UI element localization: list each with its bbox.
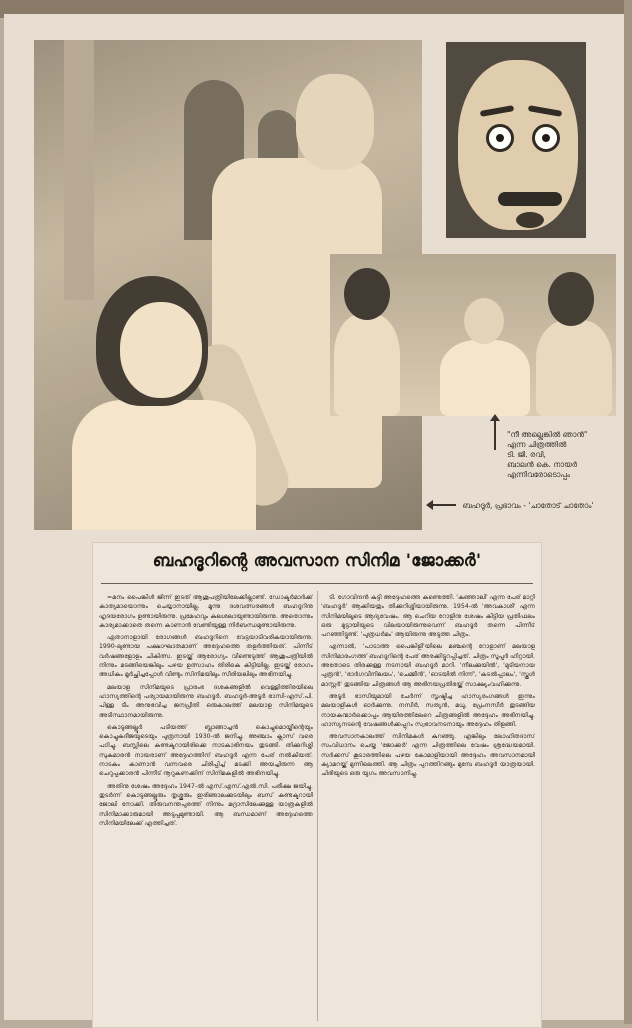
photo-person-2 <box>440 340 530 416</box>
photo-mouth <box>516 212 544 228</box>
article-paragraph: മലയാള സിനിമയുടെ പ്രാരംഭ ദശകങ്ങളിൽ വെള്ളിത്തിരയിലെ ഹാസ്യത്തിന്റെ പര്യായമായിരുന്നു ബഹദൂർ. ബഹദൂർ-അടൂർ ഭാസി-എസ്.പി. പിള്ള ടീം അനുഭവിച്ച ജനപ്രീതി ഒരുകാലത്ത് മലയാള സിനിമയുടെ അടിസ്ഥാനമായിരുന്നു. <box>99 683 313 719</box>
headline-rule <box>101 583 533 584</box>
photo-person-3-head <box>548 272 594 326</box>
scrapbook-page <box>4 14 624 1020</box>
article-paragraph: എന്നാൽ, 'പാടാത്ത പൈങ്കിളി'യിലെ മഞ്ചന്റെ റോളാണ് മലയാള സിനിമാരംഗത്ത് ബഹദൂറിന്റെ പേര് അരക്കിട്ടുറപ്പിച്ചത്. ചിത്രം സൂപ്പർ ഹിറ്റായി. അതോടെ തിരക്കുള്ള നടനായി ബഹദൂർ മാറി. 'നീലക്കുയിൽ', 'മുടിയനായ പുത്രൻ', 'ഭാർഗവീനിലയം', 'ചെമ്മീൻ', 'ഓടയിൽ നിന്ന്', 'കടൽപ്പാലം', 'സ്കൂൾ മാസ്റ്റർ' തുടങ്ങിയ ചിത്രങ്ങൾ ആ അഭിനയപ്രതിഭയ്ക്ക് സാക്ഷ്യംവഹിക്കുന്നു. <box>321 643 535 688</box>
background-strip-right <box>624 0 632 1024</box>
caption-group-photo <box>507 430 607 480</box>
article-paragraph: അവസാനകാലത്ത് സിനിമകൾ കുറഞ്ഞു. എങ്കിലും ലോഹിതദാസ് സംവിധാനം ചെയ്ത 'ജോക്കർ' എന്ന ചിത്രത്തിലെ വേഷം ശ്രദ്ധേയമായി. സർക്കസ് കൂടാരത്തിലെ പഴയ കോമാളിയായി അദ്ദേഹം അവസാനമായി ക്യാമറയ്ക്ക് മുന്നിലെത്തി. ആ ചിത്രം പുറത്തിറങ്ങും മുമ്പേ ബഹദൂർ യാത്രയായി. ചിരിയുടെ ഒരു യുഗം അവസാനിച്ചു. <box>321 733 535 778</box>
caption-main-photo: ബഹദൂർ, പ്രഭാവം - 'ചാതോട് ചാതോം' <box>462 501 594 510</box>
caption-line: എന്ന ചിത്രത്തിൽ <box>507 440 567 449</box>
photo-person-2-head <box>464 298 504 344</box>
article-paragraph: അടൂർ ഭാസിയുമായി ചേർന്ന് സൃഷ്ടിച്ച ഹാസ്യരംഗങ്ങൾ ഇന്നും മലയാളികൾ ഓർക്കുന്നു. നസീർ, സത്യൻ, മധു, പ്രേംനസീർ തുടങ്ങിയ നായകന്മാർക്കൊപ്പം ആയിരത്തിലേറെ ചിത്രങ്ങളിൽ അദ്ദേഹം അഭിനയിച്ചു. ഹാസ്യനടന്റെ വേഷങ്ങൾക്കപ്പുറം സ്വഭാവനടനായും അദ്ദേഹം തിളങ്ങി. <box>321 692 535 728</box>
photo-mustache <box>498 192 562 206</box>
photo-person-1 <box>334 314 400 416</box>
column-divider <box>317 591 318 1021</box>
photo-pillar <box>64 40 94 300</box>
article-column-right <box>321 593 535 1021</box>
article-headline: ബഹദൂറിന്റെ അവസാന സിനിമ 'ജോക്കർ' <box>152 551 482 571</box>
caption-line: ബാലൻ കെ. നായർ <box>507 460 578 469</box>
article-paragraph: അതിനു ശേഷം അദ്ദേഹം 1947-ൽ എസ്.എസ്.എൽ.സി. പരീക്ഷ ജയിച്ചു. തുടർന്ന് കൊടുങ്ങല്ലൂരും തൃശ്ശൂരും ഇരിങ്ങാലക്കുടയിലും ബസ് കണ്ടക്ടറായി ജോലി നോക്കി. തിരുവനന്തപുരത്ത് നിന്നും മദ്രാസിലേക്കുള്ള യാത്രകളിൽ സിനിമാക്കാരുമായി അടുപ്പമുണ്ടായി. ആ ബന്ധമാണ് അദ്ദേഹത്തെ സിനിമയിലേക്ക് എത്തിച്ചത്. <box>99 782 313 827</box>
photo-eye-right <box>532 124 560 152</box>
arrow-left-icon <box>432 504 456 506</box>
photo-man-head <box>296 74 374 170</box>
photo-child-face <box>120 302 202 398</box>
photo-group-scene <box>330 254 616 416</box>
newspaper-article <box>92 542 542 1028</box>
photo-eye-left <box>486 124 514 152</box>
article-paragraph: കൊടുങ്ങല്ലൂർ പടിയത്ത് ബ്ലാങ്ങാച്ചൻ കൊച്ചുമൊയ്തീന്റെയും കൊച്ചുകദീജയുടെയും പുത്രനായി 1930-ൽ ജനിച്ചു. അഞ്ചാം ക്ലാസ് വരെ പഠിച്ചു. ബസ്സിലെ കണ്ടക്ടറായിരിക്കെ നാടകാഭിനയം തുടങ്ങി. തിക്കുറിശ്ശി സുകുമാരൻ നായരാണ് അദ്ദേഹത്തിന് ബഹദൂർ എന്ന പേര് നൽകിയത്. നാടകം കാണാൻ വന്നവരെ ചിരിപ്പിച്ച് മടക്കി അയച്ചിരുന്ന ആ ചെറുപ്പക്കാരൻ പിന്നീട് നൂറുകണക്കിന് സിനിമകളിൽ അഭിനയിച്ചു. <box>99 723 313 778</box>
photo-child-figure <box>72 400 256 530</box>
photo-person-1-head <box>344 268 390 320</box>
photo-person-3 <box>536 320 612 416</box>
caption-line: "നീ അല്ലെങ്കിൽ ഞാൻ" <box>507 430 588 439</box>
article-paragraph: ടി. ഗോവിന്ദൻ കുട്ടി അദ്ദേഹത്തെ കണ്ടെത്തി. 'കുഞ്ഞാലി' എന്ന പേര് മാറ്റി 'ബഹദൂർ' ആക്കിയതും തിക്കുറിശ്ശിയായിരുന്നു. 1954-ൽ 'അവകാശി' എന്ന സിനിമയിലൂടെ ആദ്യവേഷം. ആ ചെറിയ റോളിനു ശേഷം കിട്ടിയ പ്രതിഫലം ഒരു മുട്ടായിയുടെ വിലയായിരുന്നുവെന്ന് ബഹദൂർ തന്നെ പിന്നീട് പറഞ്ഞിട്ടുണ്ട്. 'പുത്രധർമം' ആയിരുന്നു അടുത്ത ചിത്രം. <box>321 594 535 639</box>
caption-line: ടി. ജി. രവി, <box>507 450 546 459</box>
article-paragraph: ഏതാനാളായി രോഗങ്ങൾ ബഹദൂറിനെ വേട്ടയാടിവരികയായിരുന്നു. 1990-ലുണ്ടായ പക്ഷാഘാതമാണ് അദ്ദേഹത്തെ തളർത്തിയത്. പിന്നീട് വർഷങ്ങളോളം ചികിത്സ. ഇടയ്ക്ക് ആരോഗ്യം വീണ്ടെടുത്ത് ആശുപത്രിയിൽ നിന്നും മടങ്ങിയെങ്കിലും പഴയ ഉത്സാഹം തിരികെ കിട്ടിയില്ല. ഇടയ്ക്ക് രോഗം അധികം മൂർച്ഛിച്ചപ്പോൾ വീണ്ടും സിനിമയിലും സീരിയലിലും അഭിനയിച്ചു. <box>99 634 313 679</box>
caption-line: എന്നിവരോടൊപ്പം <box>507 470 570 479</box>
article-paragraph: =മനം പൈങ്കിൾ ജിന്ന് ഇടത് ആശുപത്രിയിലേക്കില്ലാണ്ട്. ഡോക്ടർമാർക്ക് കാത്യമായൊന്നും ചെയ്യാനായില്ല. മൂന്നു ദശവത്സരങ്ങൾ ബഹദൂറിനു ഹൃദയരോഗം ഉണ്ടായിരുന്നു. പ്രമേഹവും കലശലായുണ്ടായിരുന്നു. അതൊന്നും കാര്യമാക്കാതെ തന്നെ കാണാൻ വേണ്ടിയുള്ള നിർബന്ധമുണ്ടായിരുന്നു. <box>99 594 313 629</box>
arrow-up-icon <box>494 420 496 450</box>
photo-bahadur-closeup <box>446 42 586 238</box>
article-column-left <box>99 593 313 1021</box>
